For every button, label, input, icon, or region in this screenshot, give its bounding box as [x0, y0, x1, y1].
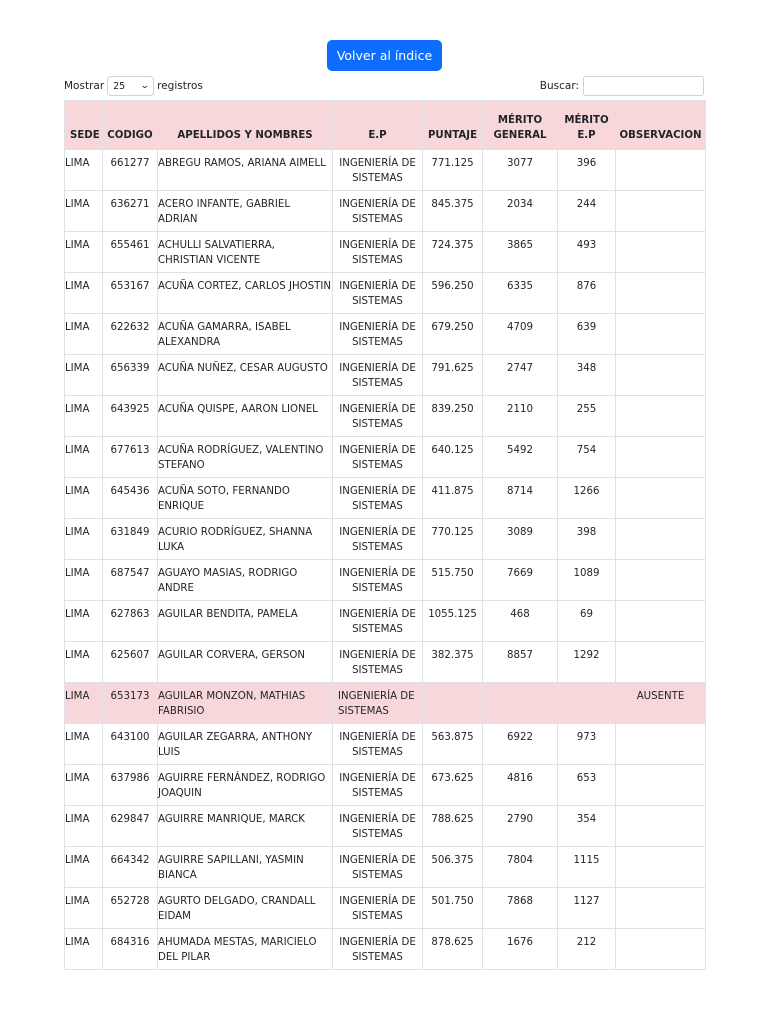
cell-nombre: AGUIRRE MANRIQUE, MARCK — [158, 806, 333, 847]
column-header-observacion[interactable]: OBSERVACION — [616, 101, 706, 150]
cell-observacion — [616, 642, 706, 683]
cell-nombre: AGUILAR ZEGARRA, ANTHONY LUIS — [158, 724, 333, 765]
cell-sede: LIMA — [65, 437, 103, 478]
cell-nombre: ACERO INFANTE, GABRIEL ADRIAN — [158, 191, 333, 232]
cell-merito-general: 8714 — [483, 478, 558, 519]
cell-observacion — [616, 929, 706, 970]
length-prefix-label: Mostrar — [64, 80, 105, 92]
back-to-index-button[interactable]: Volver al índice — [327, 40, 442, 71]
cell-merito-ep: 398 — [558, 519, 616, 560]
cell-puntaje: 596.250 — [423, 273, 483, 314]
table-row — [65, 929, 706, 970]
cell-nombre: ACURIO RODRÍGUEZ, SHANNA LUKA — [158, 519, 333, 560]
cell-merito-ep: 1292 — [558, 642, 616, 683]
column-header-ep[interactable]: E.P — [333, 101, 423, 150]
cell-nombre: AGURTO DELGADO, CRANDALL EIDAM — [158, 888, 333, 929]
cell-observacion — [616, 806, 706, 847]
cell-ep: INGENIERÍA DE SISTEMAS — [333, 396, 423, 437]
search-input[interactable] — [583, 76, 704, 96]
cell-merito-ep: 354 — [558, 806, 616, 847]
cell-puntaje: 770.125 — [423, 519, 483, 560]
cell-ep: INGENIERÍA DE SISTEMAS — [333, 150, 423, 191]
cell-ep: INGENIERÍA DE SISTEMAS — [333, 806, 423, 847]
cell-merito-ep: 876 — [558, 273, 616, 314]
cell-merito-general: 2747 — [483, 355, 558, 396]
cell-ep: INGENIERÍA DE SISTEMAS — [333, 314, 423, 355]
cell-codigo: 655461 — [103, 232, 158, 273]
column-header-nombres[interactable]: APELLIDOS Y NOMBRES — [158, 101, 333, 150]
cell-codigo: 637986 — [103, 765, 158, 806]
cell-merito-general: 3089 — [483, 519, 558, 560]
cell-merito-ep: 973 — [558, 724, 616, 765]
table-row — [65, 355, 706, 396]
cell-nombre: ACUÑA NUÑEZ, CESAR AUGUSTO — [158, 355, 333, 396]
cell-merito-ep: 639 — [558, 314, 616, 355]
cell-sede: LIMA — [65, 396, 103, 437]
cell-merito-general: 7804 — [483, 847, 558, 888]
cell-codigo: 652728 — [103, 888, 158, 929]
cell-puntaje: 515.750 — [423, 560, 483, 601]
table-row — [65, 601, 706, 642]
search-control — [540, 76, 704, 96]
cell-sede: LIMA — [65, 314, 103, 355]
cell-codigo: 643925 — [103, 396, 158, 437]
cell-observacion — [616, 314, 706, 355]
table-header-row — [65, 101, 706, 150]
table-row — [65, 765, 706, 806]
cell-sede: LIMA — [65, 273, 103, 314]
cell-merito-ep: 1266 — [558, 478, 616, 519]
cell-observacion — [616, 888, 706, 929]
cell-merito-ep: 255 — [558, 396, 616, 437]
results-table — [64, 100, 706, 970]
cell-puntaje: 839.250 — [423, 396, 483, 437]
cell-observacion — [616, 724, 706, 765]
cell-puntaje: 563.875 — [423, 724, 483, 765]
cell-ep: INGENIERÍA DE SISTEMAS — [333, 642, 423, 683]
cell-codigo: 684316 — [103, 929, 158, 970]
cell-merito-general: 3077 — [483, 150, 558, 191]
cell-merito-general: 6335 — [483, 273, 558, 314]
cell-puntaje — [423, 683, 483, 724]
table-row — [65, 232, 706, 273]
cell-observacion — [616, 437, 706, 478]
cell-observacion — [616, 191, 706, 232]
cell-ep: INGENIERÍA DE SISTEMAS — [333, 437, 423, 478]
cell-puntaje: 506.375 — [423, 847, 483, 888]
column-header-merito-ep[interactable]: MÉRITO E.P — [558, 101, 616, 150]
cell-nombre: AGUIRRE FERNÁNDEZ, RODRIGO JOAQUIN — [158, 765, 333, 806]
table-row — [65, 437, 706, 478]
cell-ep: INGENIERÍA DE SISTEMAS — [333, 273, 423, 314]
cell-sede: LIMA — [65, 519, 103, 560]
cell-puntaje: 673.625 — [423, 765, 483, 806]
cell-ep: INGENIERÍA DE SISTEMAS — [333, 478, 423, 519]
cell-merito-general: 5492 — [483, 437, 558, 478]
cell-codigo: 664342 — [103, 847, 158, 888]
table-body — [65, 150, 706, 970]
cell-nombre: AHUMADA MESTAS, MARICIELO DEL PILAR — [158, 929, 333, 970]
cell-codigo: 653173 — [103, 683, 158, 724]
cell-codigo: 656339 — [103, 355, 158, 396]
table-row — [65, 888, 706, 929]
cell-sede: LIMA — [65, 724, 103, 765]
cell-codigo: 677613 — [103, 437, 158, 478]
table-row — [65, 150, 706, 191]
column-header-puntaje[interactable]: PUNTAJE — [423, 101, 483, 150]
cell-merito-general: 2790 — [483, 806, 558, 847]
cell-codigo: 645436 — [103, 478, 158, 519]
cell-ep: INGENIERÍA DE SISTEMAS — [333, 683, 423, 724]
cell-codigo: 625607 — [103, 642, 158, 683]
cell-merito-ep: 1089 — [558, 560, 616, 601]
cell-nombre: AGUILAR BENDITA, PAMELA — [158, 601, 333, 642]
cell-nombre: ACUÑA SOTO, FERNANDO ENRIQUE — [158, 478, 333, 519]
cell-puntaje: 1055.125 — [423, 601, 483, 642]
cell-observacion — [616, 355, 706, 396]
cell-merito-ep: 653 — [558, 765, 616, 806]
cell-puntaje: 501.750 — [423, 888, 483, 929]
table-row — [65, 724, 706, 765]
cell-ep: INGENIERÍA DE SISTEMAS — [333, 929, 423, 970]
table-row — [65, 806, 706, 847]
cell-codigo: 661277 — [103, 150, 158, 191]
cell-codigo: 687547 — [103, 560, 158, 601]
cell-sede: LIMA — [65, 683, 103, 724]
cell-ep: INGENIERÍA DE SISTEMAS — [333, 765, 423, 806]
cell-observacion: AUSENTE — [616, 683, 706, 724]
cell-sede: LIMA — [65, 888, 103, 929]
cell-merito-general: 7669 — [483, 560, 558, 601]
cell-merito-general: 1676 — [483, 929, 558, 970]
cell-merito-ep: 69 — [558, 601, 616, 642]
cell-observacion — [616, 765, 706, 806]
cell-merito-ep — [558, 683, 616, 724]
cell-puntaje: 845.375 — [423, 191, 483, 232]
table-row — [65, 847, 706, 888]
cell-ep: INGENIERÍA DE SISTEMAS — [333, 601, 423, 642]
cell-nombre: ACUÑA QUISPE, AARON LIONEL — [158, 396, 333, 437]
cell-observacion — [616, 519, 706, 560]
cell-merito-general: 7868 — [483, 888, 558, 929]
cell-nombre: ACUÑA RODRÍGUEZ, VALENTINO STEFANO — [158, 437, 333, 478]
table-row — [65, 560, 706, 601]
cell-merito-general: 4709 — [483, 314, 558, 355]
cell-nombre: ACUÑA CORTEZ, CARLOS JHOSTIN — [158, 273, 333, 314]
cell-observacion — [616, 601, 706, 642]
cell-puntaje: 788.625 — [423, 806, 483, 847]
cell-observacion — [616, 273, 706, 314]
cell-sede: LIMA — [65, 478, 103, 519]
cell-observacion — [616, 560, 706, 601]
cell-merito-general: 6922 — [483, 724, 558, 765]
cell-puntaje: 382.375 — [423, 642, 483, 683]
cell-ep: INGENIERÍA DE SISTEMAS — [333, 724, 423, 765]
cell-observacion — [616, 847, 706, 888]
cell-codigo: 622632 — [103, 314, 158, 355]
cell-merito-general: 2110 — [483, 396, 558, 437]
cell-sede: LIMA — [65, 642, 103, 683]
cell-puntaje: 411.875 — [423, 478, 483, 519]
table-row — [65, 683, 706, 724]
cell-codigo: 653167 — [103, 273, 158, 314]
cell-merito-ep: 212 — [558, 929, 616, 970]
cell-merito-general: 8857 — [483, 642, 558, 683]
cell-nombre: AGUIRRE SAPILLANI, YASMIN BIANCA — [158, 847, 333, 888]
cell-sede: LIMA — [65, 929, 103, 970]
cell-ep: INGENIERÍA DE SISTEMAS — [333, 847, 423, 888]
cell-codigo: 629847 — [103, 806, 158, 847]
cell-observacion — [616, 396, 706, 437]
table-row — [65, 642, 706, 683]
table-controls — [64, 76, 704, 96]
page-length-select[interactable] — [107, 76, 154, 96]
cell-ep: INGENIERÍA DE SISTEMAS — [333, 191, 423, 232]
cell-puntaje: 771.125 — [423, 150, 483, 191]
page-length-value: 25 — [113, 80, 126, 92]
cell-observacion — [616, 232, 706, 273]
cell-puntaje: 640.125 — [423, 437, 483, 478]
cell-sede: LIMA — [65, 191, 103, 232]
length-suffix-label: registros — [157, 80, 203, 92]
cell-ep: INGENIERÍA DE SISTEMAS — [333, 888, 423, 929]
cell-sede: LIMA — [65, 806, 103, 847]
cell-puntaje: 878.625 — [423, 929, 483, 970]
table-row — [65, 478, 706, 519]
cell-merito-ep: 754 — [558, 437, 616, 478]
cell-observacion — [616, 478, 706, 519]
table-row — [65, 273, 706, 314]
cell-observacion — [616, 150, 706, 191]
cell-sede: LIMA — [65, 232, 103, 273]
table-row — [65, 191, 706, 232]
cell-nombre: AGUAYO MASIAS, RODRIGO ANDRE — [158, 560, 333, 601]
search-label: Buscar: — [539, 80, 579, 92]
cell-merito-general: 468 — [483, 601, 558, 642]
cell-codigo: 631849 — [103, 519, 158, 560]
cell-merito-general: 2034 — [483, 191, 558, 232]
cell-sede: LIMA — [65, 355, 103, 396]
cell-sede: LIMA — [65, 150, 103, 191]
cell-codigo: 643100 — [103, 724, 158, 765]
cell-nombre: AGUILAR CORVERA, GERSON — [158, 642, 333, 683]
cell-codigo: 636271 — [103, 191, 158, 232]
cell-nombre: ACUÑA GAMARRA, ISABEL ALEXANDRA — [158, 314, 333, 355]
cell-merito-ep: 244 — [558, 191, 616, 232]
cell-sede: LIMA — [65, 847, 103, 888]
cell-nombre: AGUILAR MONZON, MATHIAS FABRISIO — [158, 683, 333, 724]
cell-merito-ep: 1115 — [558, 847, 616, 888]
cell-sede: LIMA — [65, 560, 103, 601]
cell-merito-general: 4816 — [483, 765, 558, 806]
cell-puntaje: 791.625 — [423, 355, 483, 396]
cell-nombre: ACHULLI SALVATIERRA, CHRISTIAN VICENTE — [158, 232, 333, 273]
cell-nombre: ABREGU RAMOS, ARIANA AIMELL — [158, 150, 333, 191]
cell-merito-general: 3865 — [483, 232, 558, 273]
cell-sede: LIMA — [65, 601, 103, 642]
cell-puntaje: 724.375 — [423, 232, 483, 273]
cell-ep: INGENIERÍA DE SISTEMAS — [333, 519, 423, 560]
column-header-merito-general[interactable]: MÉRITO GENERAL — [483, 101, 558, 150]
cell-merito-ep: 396 — [558, 150, 616, 191]
chevron-down-icon: ⌄ — [139, 80, 150, 91]
page-length-control — [64, 76, 203, 96]
table-row — [65, 396, 706, 437]
cell-merito-ep: 1127 — [558, 888, 616, 929]
table-row — [65, 519, 706, 560]
cell-puntaje: 679.250 — [423, 314, 483, 355]
cell-ep: INGENIERÍA DE SISTEMAS — [333, 232, 423, 273]
column-header-sede[interactable]: SEDE — [65, 101, 103, 150]
cell-merito-ep: 493 — [558, 232, 616, 273]
table-row — [65, 314, 706, 355]
cell-codigo: 627863 — [103, 601, 158, 642]
cell-merito-general — [483, 683, 558, 724]
cell-sede: LIMA — [65, 765, 103, 806]
column-header-codigo[interactable]: CODIGO — [103, 101, 158, 150]
cell-ep: INGENIERÍA DE SISTEMAS — [333, 355, 423, 396]
cell-ep: INGENIERÍA DE SISTEMAS — [333, 560, 423, 601]
cell-merito-ep: 348 — [558, 355, 616, 396]
